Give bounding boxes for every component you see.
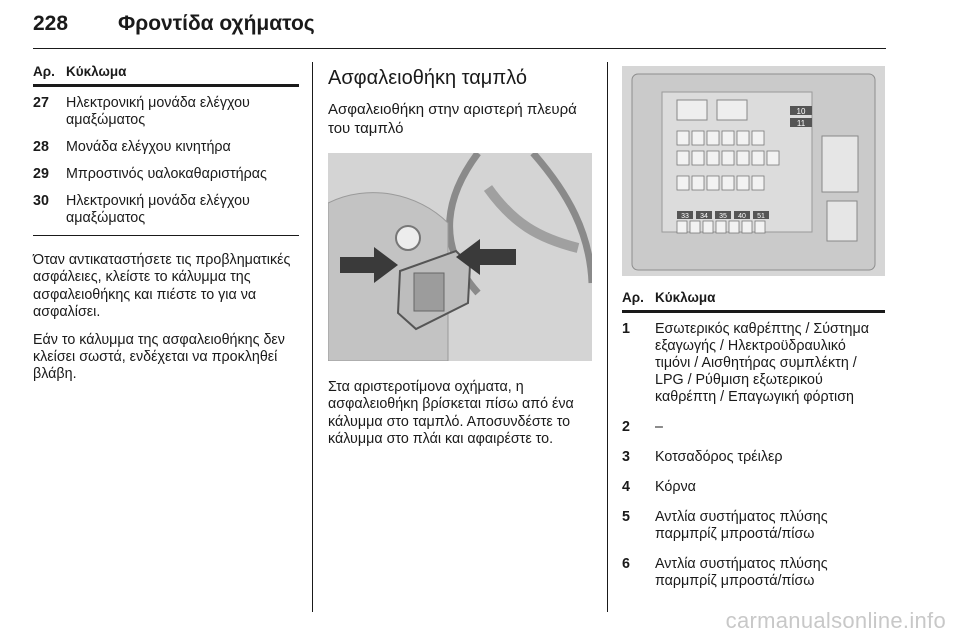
page-number: 228 xyxy=(33,12,69,35)
fuse-label: 11 xyxy=(796,119,806,128)
row-number: 28 xyxy=(33,139,49,155)
row-text: Ηλεκτρονική μονάδα ελέγχου αμαξώματος xyxy=(66,193,250,226)
left-column xyxy=(33,62,299,384)
row-number: 27 xyxy=(33,95,49,111)
column-divider-right xyxy=(607,62,608,612)
fuse-label: 34 xyxy=(700,213,708,220)
dashboard-fusebox-photo xyxy=(328,153,592,361)
row-number: 29 xyxy=(33,166,49,182)
fusebox-illustration xyxy=(622,66,885,276)
row-text: Μονάδα ελέγχου κινητήρα xyxy=(66,139,231,155)
row-text: Κόρνα xyxy=(655,479,696,495)
row-text: Αντλία συστήματος πλύσης παρμπρίζ μπροστά/πίσω xyxy=(655,509,828,542)
row-number: 5 xyxy=(622,509,630,525)
table-row xyxy=(33,193,299,227)
dashboard-illustration xyxy=(328,153,592,361)
table-header-rule xyxy=(33,84,299,87)
table-row xyxy=(622,509,885,543)
col-circuit-heading: Κύκλωμα xyxy=(655,290,716,305)
paragraph: Όταν αντικαταστήσετε τις προβληματικές ασφάλειες, κλείστε το κάλυμμα της ασφαλειοθήκης και πιέστε το για να ασφαλίσει. xyxy=(33,252,291,321)
fusebox-diagram-photo xyxy=(622,66,885,276)
row-number: 6 xyxy=(622,556,630,572)
col-number-heading: Αρ. xyxy=(33,64,55,79)
right-table-header xyxy=(622,288,885,310)
table-row xyxy=(622,321,885,406)
col-number-heading: Αρ. xyxy=(622,290,644,305)
row-text: Κοτσαδόρος τρέιλερ xyxy=(655,449,783,465)
paragraph: Εάν το κάλυμμα της ασφαλειοθήκης δεν κλείσει σωστά, ενδέχεται να προκληθεί βλάβη. xyxy=(33,331,285,383)
table-header-rule xyxy=(622,310,885,313)
row-text: Ηλεκτρονική μονάδα ελέγχου αμαξώματος xyxy=(66,95,250,128)
fuse-label: 35 xyxy=(719,213,727,220)
row-text: Εσωτερικός καθρέπτης / Σύστημα εξαγωγής / Ηλεκτροϋδραυλικό τιμόνι / Αισθητήρας συμπλέκτη / LPG / Ρύθμιση εξωτερικού καθρέπτη / Επαγωγική φόρτιση xyxy=(655,321,869,405)
section-subtitle: Ασφαλειοθήκη στην αριστερή πλευρά του ταμπλό xyxy=(328,101,577,137)
left-table-header xyxy=(33,62,299,84)
table-row xyxy=(33,166,299,183)
row-number: 3 xyxy=(622,449,630,465)
column-divider-left xyxy=(312,62,313,612)
fuse-label: 10 xyxy=(796,107,806,116)
table-row xyxy=(622,556,885,590)
page-title: Φροντίδα οχήματος xyxy=(118,12,315,35)
table-row xyxy=(33,139,299,156)
table-row xyxy=(33,95,299,129)
row-text: Μπροστινός υαλοκαθαριστήρας xyxy=(66,166,267,182)
row-number: 1 xyxy=(622,321,630,337)
row-number: 4 xyxy=(622,479,630,495)
row-text: Αντλία συστήματος πλύσης παρμπρίζ μπροστά/πίσω xyxy=(655,556,828,589)
row-number: 2 xyxy=(622,419,630,435)
table-row xyxy=(622,449,885,466)
watermark[interactable]: carmanualsonline.info xyxy=(725,608,946,633)
table-row xyxy=(622,419,885,436)
fuse-label: 33 xyxy=(681,213,689,220)
header-rule xyxy=(33,48,886,49)
right-column xyxy=(622,288,885,590)
table-bottom-rule xyxy=(33,235,299,236)
middle-column xyxy=(328,62,594,138)
fuse-label: 40 xyxy=(738,213,746,220)
table-row xyxy=(622,479,885,496)
row-text: – xyxy=(655,419,663,435)
row-number: 30 xyxy=(33,193,49,209)
col-circuit-heading: Κύκλωμα xyxy=(66,64,127,79)
photo-caption: Στα αριστεροτίμονα οχήματα, η ασφαλειοθήκη βρίσκεται πίσω από ένα κάλυμμα στο ταμπλό. Αποσυνδέστε το κάλυμμα στο πλάι και αφαιρέστε το. xyxy=(328,379,574,448)
fuse-label: 51 xyxy=(757,213,765,220)
section-title: Ασφαλειοθήκη ταμπλό xyxy=(328,67,527,89)
